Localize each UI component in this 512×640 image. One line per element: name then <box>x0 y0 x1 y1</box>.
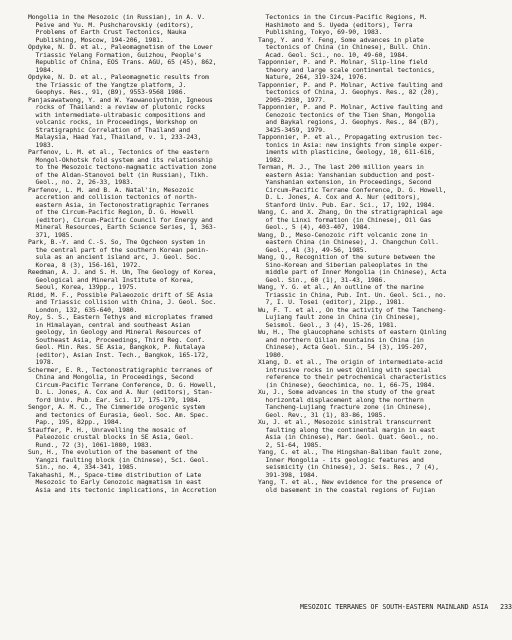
reference-line: Terman, M. J., The last 200 million years in <box>258 163 424 171</box>
reference-line: horizontal displacement along the northern <box>258 395 424 404</box>
reference-line: 2905-2930, 1977. <box>258 95 326 104</box>
reference-line: Tectonics in the Circum-Pacific Regions, M. <box>258 13 428 21</box>
reference-line: seismicity (in Chinese), J. Seis. Res., 7 (4), <box>258 463 439 471</box>
reference-line: Ridd, M. F., Possible Palaeozoic drift of SE Asia <box>28 290 213 299</box>
reference-line: reference to their petrochemical characteristics <box>258 373 447 381</box>
reference-line: rocks of Thailand: a review of plutonic rocks <box>28 103 206 111</box>
reference-line: Xu, J., Some advances in the study of the great <box>258 388 436 396</box>
reference-line: and northern Qilian mountains in China (in <box>258 335 424 344</box>
reference-line: Mongol-Okhotsk fold system and its relationship <box>28 155 213 164</box>
reference-line: 371, 1985. <box>28 230 74 239</box>
reference-line: Geophys. Res., 91, (B9), 9553-9568 1986. <box>28 88 187 96</box>
reference-line: Mineral Resources, Earth Science Series, 1, 363- <box>28 223 217 231</box>
reference-line: old basement in the coastal regions of Fujian <box>258 485 436 494</box>
reference-line: eastern Asia: Yanshanian subduction and post- <box>258 170 436 179</box>
reference-line: Wang, D., Meso-Cenozoic rift volcanic zone in <box>258 230 428 239</box>
reference-line: Inner Mongolia - its geologic features and <box>258 455 424 464</box>
reference-line: volcanic rocks, in Proceedings, Workshop on <box>28 118 198 126</box>
reference-line: Geol., no. 2, 26-33, 1983. <box>28 178 134 186</box>
reference-line: Hashimoto and S. Uyeda (editors), Terra <box>258 20 413 29</box>
reference-line: Paleozoic crustal blocks in SE Asia, Geol. <box>28 433 194 441</box>
reference-line: 1978. <box>28 358 55 366</box>
reference-line: Tapponnier, P. and P. Molnar, Active faulting and <box>258 80 443 89</box>
reference-line: (editor), Circum-Pacific Council for Energy and <box>28 215 213 224</box>
reference-line: Reedman, A. J. and S. H. Um, The Geology of Korea, <box>28 268 217 276</box>
reference-line: Tapponnier, P. and P. Molnar, Active faulting and <box>258 103 443 111</box>
reference-line: Parfenov, L. M. and B. A. Natal'in, Mesozoic <box>28 185 194 194</box>
reference-line: Roy, S. S., Eastern Tethys and microplates framed <box>28 313 213 321</box>
reference-line: with intermediate-ultrabasic compositions and <box>28 110 206 119</box>
reference-line: Opdyke, N. D. et al., Paleomagnetism of the Lower <box>28 43 213 51</box>
reference-line: to the Mesozoic tectono-magmatic activation zone <box>28 163 217 171</box>
reference-line: China and Mongolia, in Proceedings, Second <box>28 373 194 381</box>
reference-line: Geological and Mineral Institute of Korea, <box>28 275 194 284</box>
reference-line: geology, in Geology and Mineral Resources of <box>28 328 202 336</box>
reference-line: Geol. Min. Res. SE Asia, Bangkok, P. Nutalaya <box>28 343 206 351</box>
reference-line: Acad. Geol. Sci., no. 10, 49-60, 1984. <box>258 50 409 59</box>
reference-line: Sun, H., The evolution of the basement of the <box>28 448 198 456</box>
reference-line: London, 132, 635-640, 1980. <box>28 305 138 314</box>
reference-line: D. L. Jones, A. Cox and A. Nur (editors), <box>258 193 421 201</box>
reference-line: sula as an ancient island arc, J. Geol. Soc. <box>28 253 202 261</box>
reference-line: (editor), Asian Inst. Tech., Bangkok, 165-172, <box>28 350 209 359</box>
reference-line: Geol., 5 (4), 403-407, 1984. <box>258 223 372 231</box>
reference-line: Tang, Y. and Y. Feng, Some advances in plate <box>258 35 424 44</box>
reference-line: Seoul, Korea, 139pp., 1975. <box>28 283 138 291</box>
reference-line: Circum-Pacific Terrane Conference, D. G. Howell, <box>28 380 217 389</box>
reference-line: Tancheng-Lujiang fracture zone (in Chinese), <box>258 403 432 411</box>
running-title: MESOZOIC TERRANES OF SOUTH-EASTERN MAINLAND ASIA <box>300 603 489 611</box>
reference-line: Sengor, A. M. C., The Cimmeride orogenic system <box>28 403 206 411</box>
reference-line: Xiang, D. et al., The origin of intermediate-acid <box>258 358 443 366</box>
reference-line: of the Linxi formation (in Chinese), Oil Gas <box>258 215 432 224</box>
reference-line: Republic of China, EOS Trans. AGU, 65 (45), 862, <box>28 58 217 66</box>
reference-line: accretion and collision tectonics of north- <box>28 193 198 201</box>
reference-line: Wang, Y. G. et al., An outline of the marine <box>258 283 424 291</box>
reference-line: Parfenov, L. M. et al., Tectonics of the eastern <box>28 148 209 156</box>
reference-line: Tapponnier, P. et al., Propagating extrusion tec- <box>258 133 443 141</box>
reference-line: Park, B.-Y. and C.-S. So, The Ogcheon system in <box>28 238 206 246</box>
reference-line: Nature, 264, 319-324, 1976. <box>258 73 368 81</box>
reference-line: of the Circum-Pacific Region, D. G. Howell <box>28 208 194 216</box>
reference-line: the Triassic of the Yangtze platform, J. <box>28 80 187 89</box>
reference-line: Southeast Asia, Proceedings, Third Reg. Conf. <box>28 335 206 344</box>
reference-line: Stanford Univ. Pub. Ear. Sci., 17, 192, 1984. <box>258 200 436 209</box>
reference-line: Tapponnier, P. and P. Molnar, Slip-line field <box>258 58 428 66</box>
reference-line: Asia (in Chinese), Mar. Geol. Quat. Geol., no. <box>258 433 439 441</box>
reference-line: Opdyke, N. D. et al., Paleomagnetic results from <box>28 73 209 81</box>
reference-line: 7, I. U. Tosei (editor), 21pp., 1981. <box>258 298 405 306</box>
reference-line: Xu, J. et al., Mesozoic sinistral transcurrent <box>258 418 432 426</box>
reference-line: Publishing, Moscow, 194-206, 1981. <box>28 35 164 44</box>
reference-line: Chinese), Acta Geol. Sin., 54 (3), 195-207, <box>258 343 428 351</box>
reference-line: and Triassic collision with China, J. Geol. Soc. <box>28 298 217 306</box>
reference-line: of the Aldan-Stanovoi belt (in Russian), Tikh. <box>28 170 209 179</box>
reference-line: Publishing, Tokyo, 69-90, 1983. <box>258 28 383 36</box>
reference-line: Sino-Korean and Siberian paleoplates in the <box>258 260 428 269</box>
reference-line: intrusive rocks in west Qinling with special <box>258 365 432 374</box>
reference-line: tectonics of China, J. Geophys. Res., 82 (20), <box>258 88 439 96</box>
reference-line: Korea, 8 (3), 156-161, 1972. <box>28 260 142 269</box>
reference-line: Yangzi faulting block (in Chinese), Sci. Geol. <box>28 455 209 464</box>
reference-line: 1983. <box>28 140 55 149</box>
reference-line: Problems of Earth Crust Tectonics, Nauka <box>28 28 187 36</box>
reference-line: faulting along the continental margin in east <box>258 425 436 434</box>
reference-line: Panjasawatwong, Y. and W. Yaowanoiyothin, Igneous <box>28 95 213 104</box>
reference-line: Mongolia in the Mesozoic (in Russian), in A. V. <box>28 13 206 21</box>
reference-line: 1984. <box>28 65 55 74</box>
reference-line: Cenozoic tectonics of the Tien Shan, Mongolia <box>258 110 436 119</box>
reference-line: Malaysia, Haad Yai, Thailand, v. 1, 233-243, <box>28 133 202 141</box>
reference-line: Seismol. Geol., 3 (4), 15-26, 1981. <box>258 320 398 329</box>
reference-line: 2, 51-64, 1985. <box>258 440 323 449</box>
references-left-column <box>28 14 254 494</box>
reference-line: 1982. <box>258 155 285 164</box>
page-footer <box>300 603 512 611</box>
reference-line: Sin., no. 4, 334-341, 1985. <box>28 463 138 471</box>
page-number: 233 <box>500 603 512 611</box>
reference-line: tectonics of China (in Chinese), Bull. Chin. <box>258 43 432 51</box>
reference-line: Yang, C. et al., The Hingshan-Baliban fault zone, <box>258 448 443 456</box>
reference-line: D. L. Jones, A. Cox and A. Nur (editors), Stan- <box>28 388 213 396</box>
reference-line: in Himalayan, central and southeast Asian <box>28 320 191 329</box>
reference-line: Peive and Yu. M. Pushcharovskiy (editors), <box>28 20 194 29</box>
reference-line: Wu, H., The glaucophane schists of eastern Qinling <box>258 328 447 336</box>
reference-line: (in Chinese), Geochimica, no. 1, 66-75, 1984. <box>258 380 436 389</box>
reference-line: iments with plasticine, Geology, 10, 611-616, <box>258 148 436 156</box>
reference-line: Triassic in China, Pub. Int. Un. Geol. Sci., no. <box>258 290 447 299</box>
reference-line: Geol. Rev., 31 (1), 83-86, 1985. <box>258 410 387 419</box>
reference-line: theory and large scale continental tectonics, <box>258 65 436 74</box>
reference-line: Stratigraphic Correlation of Thailand and <box>28 125 191 134</box>
reference-line: tonics in Asia: new insights from simple exper- <box>258 140 443 149</box>
reference-line: Circum-Pacific Terrane Conference, D. G. Howell, <box>258 185 447 194</box>
reference-line: middle part of Inner Mongolia (in Chinese), Acta <box>258 268 447 276</box>
reference-line: Stauffer, P. H., Unravelling the mosaic of <box>28 425 187 434</box>
reference-line: Yanshanian extension, in Proceedings, Second <box>258 178 432 186</box>
reference-line: Pap., 195, 82pp., 1984. <box>28 418 123 426</box>
reference-line: ford Univ. Pub. Ear. Sci. 17, 175-179, 1984. <box>28 395 202 404</box>
reference-line: Mesozoic to Early Cenozoic magmatism in east <box>28 478 202 486</box>
reference-line: Geol. Sin., 60 (1), 31-43, 1986. <box>258 275 387 284</box>
reference-line: Wang, Q., Recognition of the suture between the <box>258 253 436 261</box>
reference-line: Wang, C. and X. Zhang, On the stratigraphical age <box>258 208 443 216</box>
reference-line: Wu, F. T. et al., On the activity of the Tancheng- <box>258 305 447 314</box>
reference-line: 391-398, 1984. <box>258 470 319 479</box>
reference-line: the central part of the southern Korean penin- <box>28 245 209 254</box>
reference-line: and tectonics of Eurasia, Geol. Soc. Am. Spec. <box>28 410 209 419</box>
reference-line: eastern China (in Chinese), J. Changchun Coll. <box>258 238 439 246</box>
reference-line: 1980. <box>258 350 285 359</box>
reference-line: Rund., 72 (3), 1061-1080, 1983. <box>28 440 153 449</box>
reference-line: Asia and its tectonic implications, in Accretion <box>28 485 217 494</box>
reference-line: and Baykal regions, J. Geophys. Res., 84 (B7), <box>258 118 439 126</box>
reference-line: 3425-3459, 1979. <box>258 125 326 134</box>
references-right-column <box>258 14 490 494</box>
reference-line: Schermer, E. R., Tectonostratigraphic terranes of <box>28 365 213 374</box>
reference-line: eastern Asia, in Tectonostratigraphic Terranes <box>28 200 209 209</box>
reference-line: Yang, T. et al., New evidence for the presence of <box>258 478 443 486</box>
reference-line: Geol., 41 (3), 49-56, 1985. <box>258 245 368 254</box>
reference-line: Takahashi, M., Space-time distribution of Late <box>28 470 202 479</box>
reference-line: Lujiang fault zone in China (in Chinese), <box>258 313 421 321</box>
reference-line: Triassic Yelang Formation, Guizhou, People's <box>28 50 202 59</box>
